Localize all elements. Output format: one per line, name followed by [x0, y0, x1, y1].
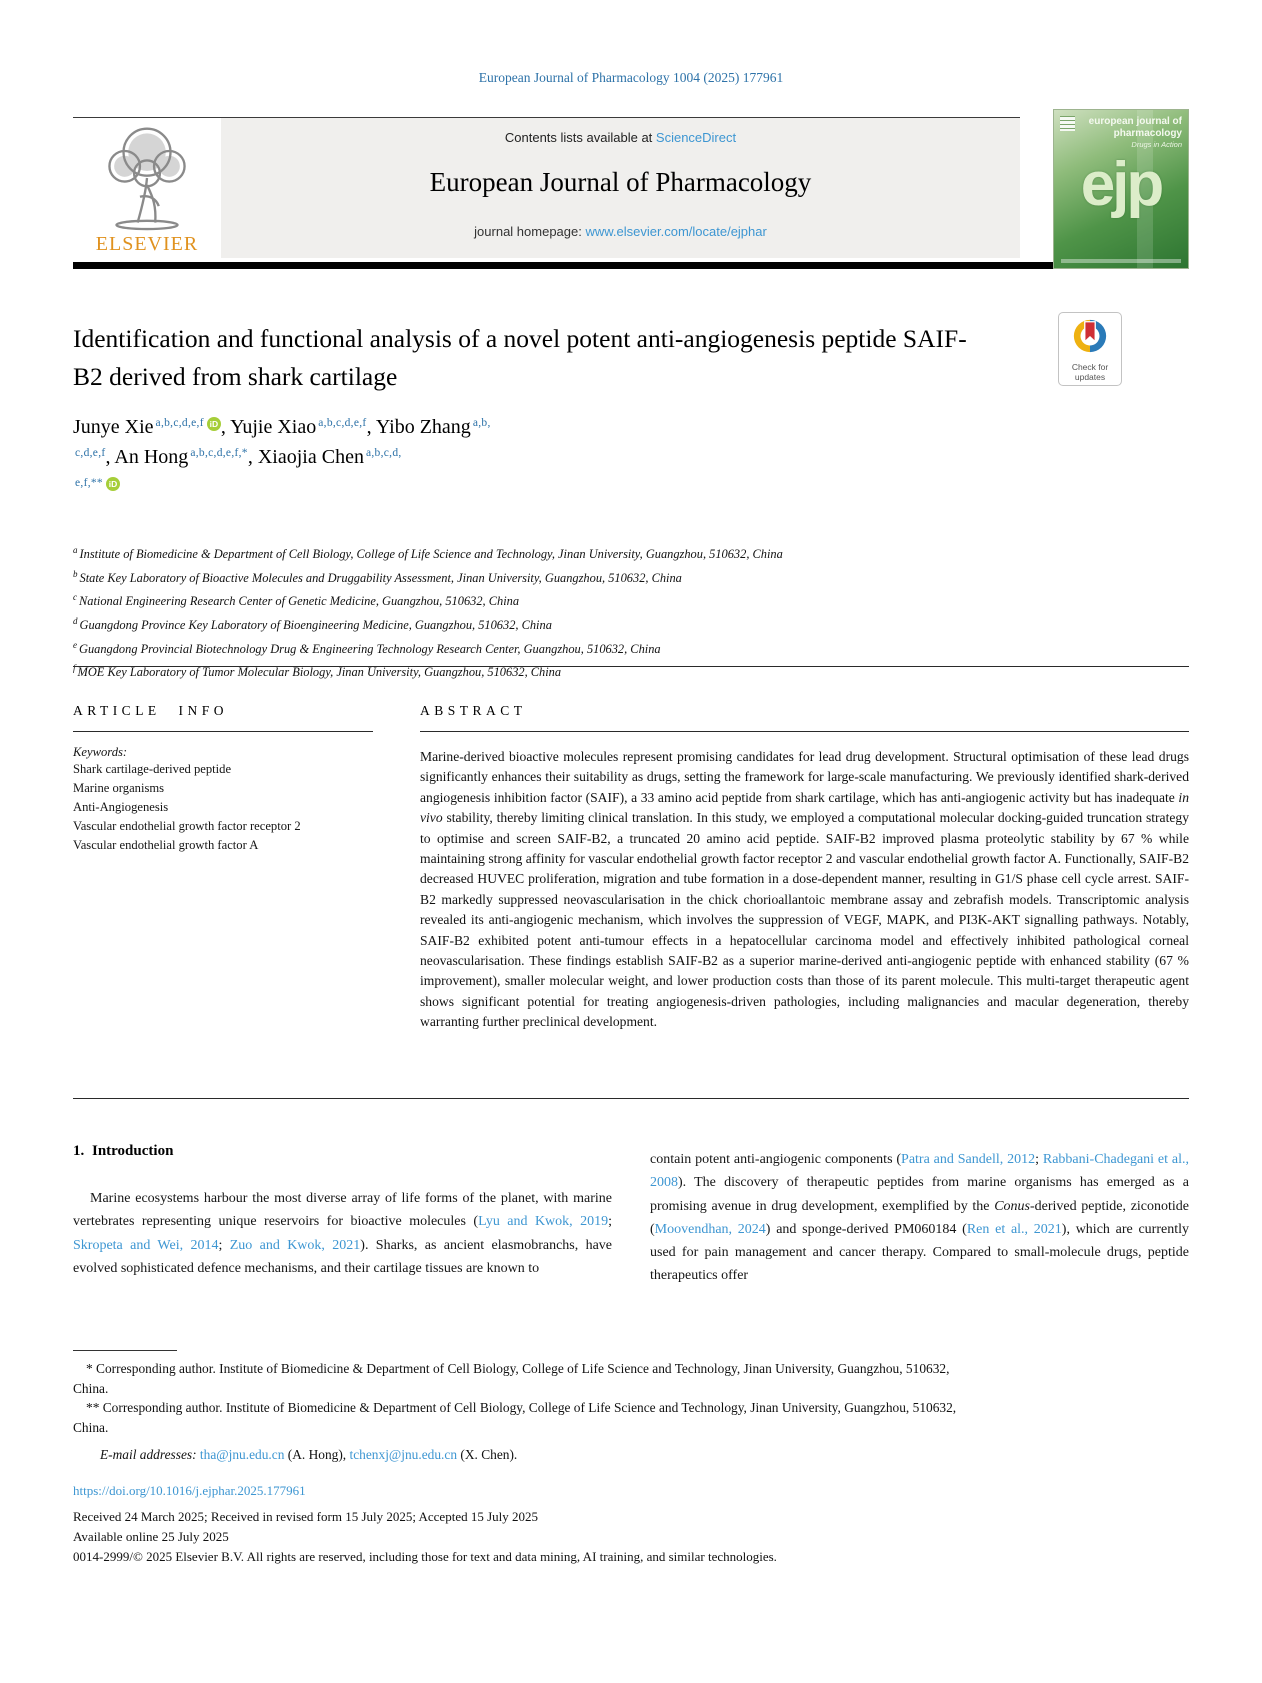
email-addresses-note — [73, 1445, 1189, 1465]
text-segment: , Xiaojia Chen — [247, 446, 364, 468]
check-updates-label — [1061, 362, 1119, 382]
journal-title: European Journal of Pharmacology — [429, 167, 812, 197]
available-online-date: Available online 25 July 2025 — [73, 1529, 229, 1544]
check-updates-line2: updates — [1074, 372, 1106, 383]
section-divider-rule — [73, 1098, 1189, 1099]
text-segment: in vivo — [420, 789, 1189, 826]
homepage-prefix: journal homepage: — [474, 224, 586, 239]
masthead — [73, 117, 1020, 264]
affiliation-item — [73, 541, 1123, 565]
contents-prefix: Contents lists available at — [504, 130, 656, 145]
affiliation-text: Institute of Biomedicine & Department of Cell Biology, College of Life Science and Technology, Jinan University, Guangzhou, 510632, China — [79, 547, 783, 562]
intro-paragraph-left — [73, 1187, 612, 1280]
citation-link[interactable]: Patra and Sandell, 2012 — [901, 1152, 1036, 1167]
affiliation-list — [73, 541, 1123, 683]
affiliation-text: Guangdong Provincial Biotechnology Drug & Engineering Technology Research Center, Guangzhou, 510632, China — [79, 641, 661, 656]
affiliation-sup: a — [73, 545, 78, 555]
citation-link[interactable]: tha@jnu.edu.cn — [199, 1447, 285, 1462]
text-segment: contain potent anti-angiogenic components ( — [650, 1152, 902, 1167]
intro-paragraph-right — [650, 1148, 1189, 1288]
issn-copyright: 0014-2999/© 2025 Elsevier B.V. All rights are reserved, including those for text and data mining, AI training, and similar technologies. — [73, 1549, 777, 1564]
corresponding-author-note-1 — [73, 1359, 1189, 1398]
abstract-column — [420, 667, 1189, 1033]
affiliation-sup: e — [73, 639, 77, 650]
cover-header — [1060, 116, 1182, 150]
text-segment: a,b,c,d,e,f,* — [190, 447, 248, 459]
homepage-link[interactable]: www.elsevier.com/locate/ejphar — [585, 224, 767, 239]
homepage-line — [221, 224, 1020, 239]
text-segment: Marine-derived bioactive molecules represent promising candidates for lead drug development. Structural optimisation of these lead drugs significantly enhances their suitability as drugs, setting the framework for large-scale manufacturing. We previously identified shark-derived angiogenesis inhibition factor (SAIF), a 33 amino acid peptide from shark cartilage, which has anti-angiogenic activity but has inadequate — [420, 749, 1189, 805]
cover-ejp-logo: ejp — [1080, 150, 1162, 219]
elsevier-logo — [73, 118, 221, 264]
sciencedirect-link[interactable]: ScienceDirect — [655, 130, 737, 145]
keyword-item: Anti-Angiogenesis — [73, 800, 169, 814]
cover-tagline: Drugs in Action — [1131, 140, 1182, 149]
affiliation-sup: f — [73, 663, 76, 674]
contents-line — [221, 130, 1020, 145]
text-segment: ; — [218, 1237, 230, 1253]
citation-link[interactable]: Skropeta and Wei, 2014 — [73, 1237, 219, 1253]
text-segment: ). Sharks, as ancient elasmobranchs, have evolved sophisticated defence mechanisms, and their cartilage tissues are known to — [73, 1237, 613, 1276]
text-segment: a,b, — [472, 417, 491, 429]
citation-link[interactable]: tchenxj@jnu.edu.cn — [349, 1447, 458, 1462]
text-segment: (X. Chen). — [457, 1447, 518, 1462]
affiliation-sup: d — [73, 615, 78, 626]
keyword-item: Shark cartilage-derived peptide — [73, 762, 232, 776]
text-segment: a,b,c,d,e,f — [155, 417, 204, 429]
text-segment: -derived peptide, ziconotide ( — [650, 1198, 1189, 1237]
citation-link[interactable]: Rabbani-Chadegani et al., 2008 — [650, 1152, 1189, 1191]
intro-right-column — [650, 1143, 1189, 1288]
affiliation-text: State Key Laboratory of Bioactive Molecules and Druggability Assessment, Jinan University, Guangzhou, 510632, China — [79, 570, 682, 585]
author-list — [73, 412, 618, 502]
text-segment: ** Corresponding author. Institute of Biomedicine & Department of Cell Biology, College of Life Science and Technology, Jinan University, Guangzhou, 510632, — [86, 1400, 957, 1415]
elsevier-wordmark: ELSEVIER — [95, 233, 199, 255]
citation-link[interactable]: Zuo and Kwok, 2021 — [229, 1237, 361, 1253]
info-abstract-section — [73, 666, 1189, 1033]
abstract-heading: ABSTRACT — [420, 667, 1189, 732]
text-segment: , Yujie Xiao — [220, 416, 317, 438]
text-segment: E-mail addresses: — [100, 1447, 200, 1462]
keyword-item: Vascular endothelial growth factor receptor 2 — [73, 819, 301, 833]
affiliation-text: National Engineering Research Center of Genetic Medicine, Guangzhou, 510632, China — [79, 594, 520, 609]
affiliation-item — [73, 588, 1123, 612]
journal-band — [221, 118, 1020, 258]
article-info-column — [73, 667, 373, 1033]
cover-titles — [1079, 116, 1182, 150]
orcid-icon[interactable]: iD — [207, 417, 221, 431]
text-segment: ). The discovery of therapeutic peptides from marine organisms has emerged as a promising avenue in drug development, exemplified by the — [650, 1175, 1189, 1214]
journal-citation: European Journal of Pharmacology 1004 (2025) 177961 — [478, 70, 784, 85]
doi-link[interactable]: https://doi.org/10.1016/j.ejphar.2025.177961 — [73, 1483, 306, 1498]
text-segment: a,b,c,d,e,f — [318, 417, 367, 429]
abstract-text — [420, 747, 1189, 1033]
affiliation-text: MOE Key Laboratory of Tumor Molecular Biology, Jinan University, Guangzhou, 510632, China — [77, 665, 562, 680]
citation-link[interactable]: Lyu and Kwok, 2019 — [478, 1214, 609, 1230]
text-segment: ; — [608, 1214, 612, 1230]
text-segment: Junye Xie — [73, 416, 154, 438]
footnote-rule — [73, 1350, 177, 1351]
received-dates: Received 24 March 2025; Received in revised form 15 July 2025; Accepted 15 July 2025 — [73, 1509, 539, 1524]
text-segment: China. — [73, 1380, 109, 1396]
corresponding-author-note-2 — [73, 1398, 1189, 1437]
elsevier-tree-icon — [88, 124, 206, 232]
affiliation-sup: c — [73, 592, 77, 603]
affiliation-sup: b — [73, 568, 78, 579]
text-segment: , An Hong — [105, 446, 189, 468]
text-segment: ), which are currently used for pain management and cancer therapy. Compared to small-molecule drugs, peptide therapeutics offer — [650, 1221, 1190, 1284]
cover-logo-icon — [1060, 116, 1075, 131]
citation-link[interactable]: Moovendhan, 2024 — [654, 1221, 766, 1237]
cover-bottom-bar — [1061, 259, 1181, 263]
text-segment: ) and sponge-derived PM060184 ( — [765, 1221, 967, 1237]
crossmark-icon — [1071, 317, 1109, 355]
citation-link[interactable]: Ren et al., 2021 — [966, 1221, 1062, 1237]
affiliation-item — [73, 612, 1123, 636]
text-segment: stability, thereby limiting clinical translation. In this study, we employed a computational molecular docking-guided truncation strategy to optimise and screen SAIF-B2, a truncated 20 amino acid peptide. SAIF-B2 improved plasma proteolytic stability by 67 % while maintaining strong affinity for vascular endothelial growth factor receptor 2 and vascular endothelial growth factor A. Functionally, SAIF-B2 decreased HUVEC proliferation, migration and tube formation in a dose-dependent manner, resulting in G1/S phase cell cycle arrest. SAIF-B2 markedly suppressed neovascularisation in the chick chorioallantoic membrane assay and zebrafish models. Transcriptomic analysis revealed its anti-angiogenic mechanism, which involves the suppression of VEGF, MAPK, and PI3K-AKT signalling pathways. Notably, SAIF-B2 exhibited potent anti-tumour effects in a hepatocellular carcinoma model and effectively inhibited pathological corneal neovascularisation. These findings establish SAIF-B2 as a superior marine-derived anti-angiogenic peptide with enhanced stability (67 % improvement), smaller molecular weight, and lower production costs than those of its parent molecule. This multi-target therapeutic agent shows significant potential for treating angiogenesis-driven pathologies, including malignancies and macular degeneration, thereby warranting further preclinical development. — [420, 810, 1189, 1030]
article-title: Identification and functional analysis of a novel potent anti-angiogenesis peptide SAIF-B2 derived from shark cartilage — [73, 324, 967, 392]
affiliation-item — [73, 636, 1123, 660]
cover-title-line2: pharmacology — [1113, 127, 1182, 139]
check-updates-line1: Check for — [1071, 362, 1109, 372]
text-segment: Conus — [994, 1198, 1030, 1214]
footer-metadata — [73, 1481, 1189, 1567]
masthead-divider-bar — [73, 262, 1189, 269]
keyword-item: Vascular endothelial growth factor A — [73, 838, 259, 852]
keywords-label: Keywords: — [73, 745, 128, 759]
article-info-heading: ARTICLE INFO — [73, 667, 373, 732]
text-segment: (A. Hong), — [284, 1447, 350, 1462]
text-segment: China. — [73, 1419, 109, 1435]
text-segment: e,f,** — [75, 477, 103, 489]
text-segment: Marine ecosystems harbour the most diverse array of life forms of the planet, with marine vertebrates representing unique reservoirs for bioactive molecules ( — [73, 1191, 612, 1230]
text-segment: c,d,e,f — [75, 447, 106, 459]
text-segment: ; — [1035, 1152, 1043, 1167]
orcid-icon[interactable]: iD — [106, 477, 120, 491]
keyword-item: Marine organisms — [73, 781, 165, 795]
intro-left-column — [73, 1143, 612, 1288]
text-segment: a,b,c,d, — [365, 447, 402, 459]
cover-title-line1: european journal of — [1088, 116, 1182, 127]
journal-cover — [1053, 109, 1189, 269]
text-segment: * Corresponding author. Institute of Biomedicine & Department of Cell Biology, College of Life Science and Technology, Jinan University, Guangzhou, 510632, — [86, 1361, 950, 1376]
affiliation-text: Guangdong Province Key Laboratory of Bioengineering Medicine, Guangzhou, 510632, China — [79, 618, 552, 632]
introduction-section — [73, 1143, 1189, 1288]
text-segment: , Yibo Zhang — [366, 416, 471, 438]
affiliation-item — [73, 565, 1123, 589]
footnotes — [73, 1359, 1189, 1465]
check-updates-badge[interactable] — [1058, 312, 1122, 386]
introduction-heading: 1. Introduction — [73, 1143, 174, 1159]
